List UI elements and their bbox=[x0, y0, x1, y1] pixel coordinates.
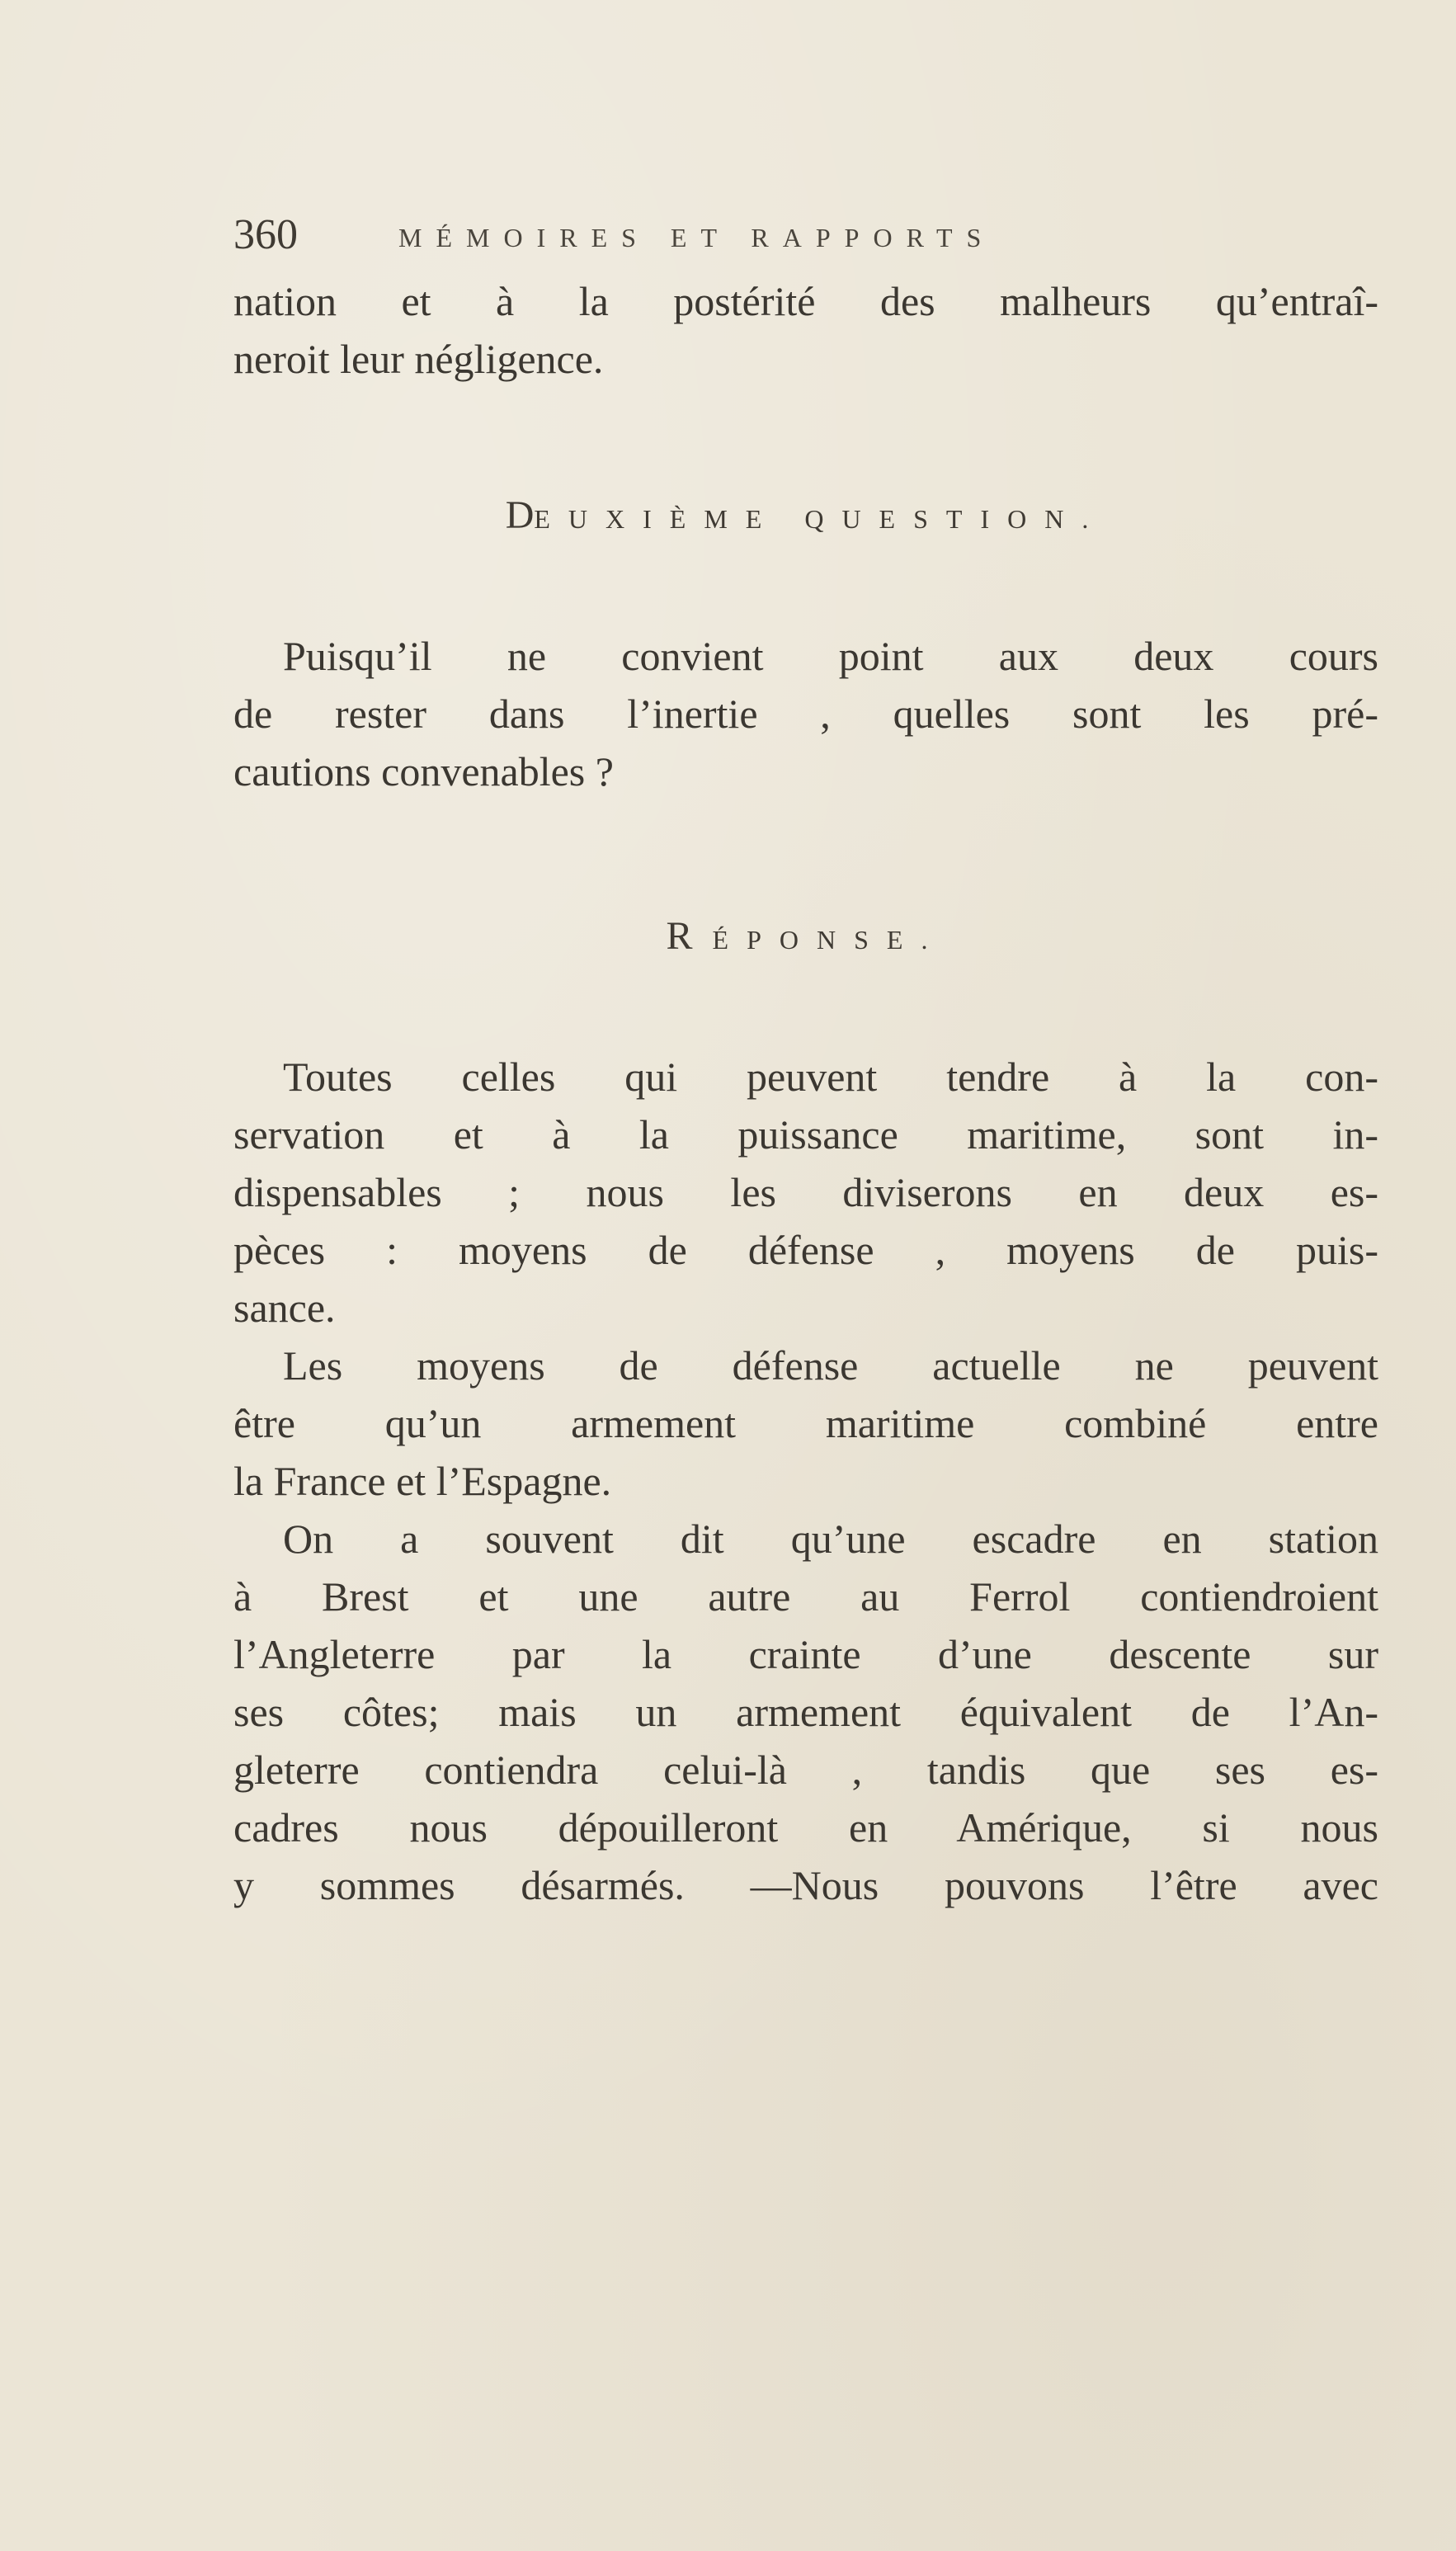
heading-rest: ÉPONSE. bbox=[712, 925, 946, 955]
text-line: cautions convenables ? bbox=[233, 748, 614, 795]
running-head: MÉMOIRES ET RAPPORTS bbox=[398, 223, 996, 252]
text-line: Toutes celles qui peuvent tendre à la con- bbox=[283, 1054, 1378, 1100]
section-heading-answer bbox=[233, 908, 1378, 965]
text-line: cadres nous dépouilleront en Amérique, si nous bbox=[233, 1804, 1378, 1851]
text-line: y sommes désarmés. —Nous pouvons l’être avec bbox=[233, 1862, 1378, 1908]
text-line: neroit leur négligence. bbox=[233, 336, 604, 382]
text-line: nation et à la postérité des malheurs qu’entraî- bbox=[233, 278, 1378, 324]
text-line: ses côtes; mais un armement équivalent de l’An- bbox=[233, 1689, 1378, 1735]
text-line: pèces : moyens de défense , moyens de puis- bbox=[233, 1227, 1378, 1273]
page-number: 360 bbox=[233, 211, 298, 258]
answer-paragraphs bbox=[233, 1048, 1378, 1914]
question-paragraph bbox=[233, 627, 1378, 800]
text-line: On a souvent dit qu’une escadre en station bbox=[283, 1516, 1378, 1562]
text-line: de rester dans l’inertie , quelles sont les pré- bbox=[233, 691, 1378, 737]
text-line: être qu’un armement maritime combiné entre bbox=[233, 1400, 1378, 1446]
heading-initial: R bbox=[666, 914, 713, 958]
text-line: servation et à la puissance maritime, sont in- bbox=[233, 1111, 1378, 1158]
text-line: l’Angleterre par la crainte d’une descente sur bbox=[233, 1631, 1378, 1677]
text-line: dispensables ; nous les diviserons en deux es- bbox=[233, 1169, 1378, 1215]
text-line: Les moyens de défense actuelle ne peuvent bbox=[283, 1342, 1378, 1389]
text-line: la France et l’Espagne. bbox=[233, 1458, 612, 1504]
text-line: sance. bbox=[233, 1285, 336, 1331]
paragraph-continuation bbox=[233, 272, 1378, 388]
text-line: à Brest et une autre au Ferrol contiendroient bbox=[233, 1573, 1378, 1620]
heading-rest: EUXIÈME QUESTION. bbox=[534, 504, 1107, 534]
page-header bbox=[233, 206, 1256, 264]
section-heading-question bbox=[233, 487, 1378, 545]
text-line: Puisqu’il ne convient point aux deux cours bbox=[283, 633, 1378, 679]
text-line: gleterre contiendra celui-là , tandis que ses es- bbox=[233, 1747, 1378, 1793]
heading-initial: D bbox=[505, 493, 535, 537]
